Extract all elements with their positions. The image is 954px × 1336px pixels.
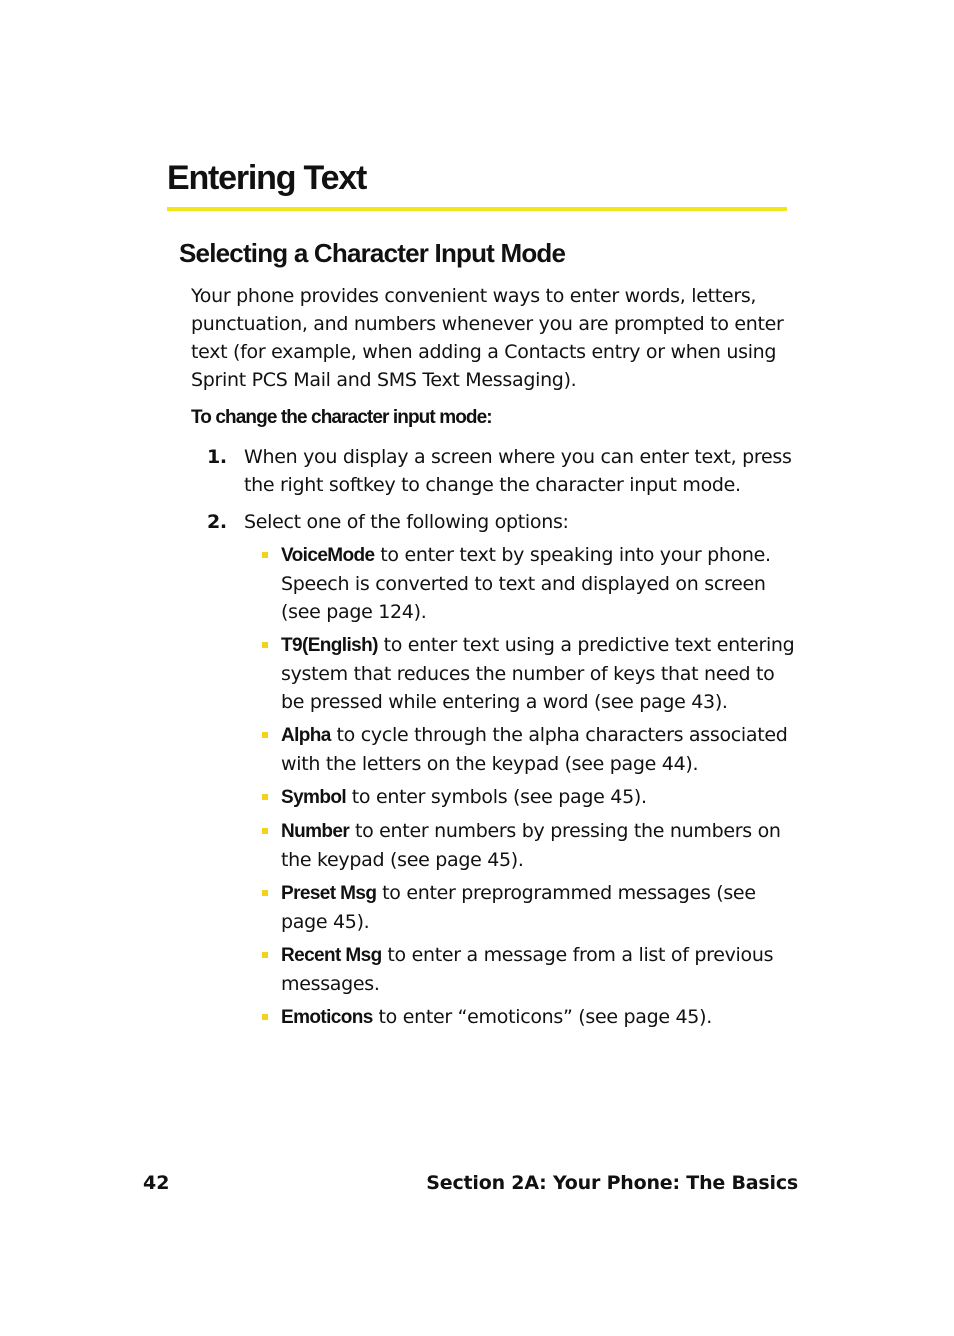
option-recent-msg: [244, 941, 797, 998]
square-bullet-icon: [262, 552, 268, 558]
option-description: to enter preprogrammed messages (see page 45).: [281, 882, 756, 933]
option-symbol: [244, 783, 797, 812]
section-heading: Selecting a Character Input Mode: [179, 238, 566, 268]
option-term: Recent Msg: [281, 945, 382, 966]
option-description: to enter “emoticons” (see page 45).: [372, 1006, 712, 1028]
step-text: Select one of the following options:: [244, 511, 569, 533]
option-alpha: [244, 721, 797, 778]
step-2: [207, 508, 797, 1032]
option-description: to enter a message from a list of previous messages.: [281, 944, 774, 995]
option-term: Alpha: [281, 725, 331, 746]
option-description: to enter text using a predictive text entering system that reduces the number of keys that need to be pressed while entering a word (see page 43).: [281, 634, 795, 713]
option-description: to enter numbers by pressing the numbers on the keypad (see page 45).: [281, 820, 781, 871]
option-description: to cycle through the alpha characters associated with the letters on the keypad (see page 44).: [281, 724, 788, 775]
option-term: Emoticons: [281, 1007, 373, 1028]
option-description: to enter symbols (see page 45).: [346, 786, 647, 808]
square-bullet-icon: [262, 642, 268, 648]
option-preset-msg: [244, 879, 797, 936]
page-title: Entering Text: [167, 159, 367, 197]
option-voicemode: [244, 541, 797, 626]
square-bullet-icon: [262, 890, 268, 896]
step-text: When you display a screen where you can enter text, press the right softkey to change the character input mode.: [244, 446, 792, 496]
options-list: [244, 541, 797, 1032]
option-term: T9(English): [281, 635, 378, 656]
square-bullet-icon: [262, 732, 268, 738]
square-bullet-icon: [262, 794, 268, 800]
page-number: 42: [143, 1172, 170, 1194]
option-term: Preset Msg: [281, 883, 377, 904]
step-1: [207, 443, 797, 499]
square-bullet-icon: [262, 1014, 268, 1020]
step-number: 2.: [207, 511, 227, 533]
option-term: Symbol: [281, 787, 347, 808]
option-term: Number: [281, 821, 350, 842]
title-rule: [167, 207, 787, 211]
option-number: [244, 817, 797, 874]
square-bullet-icon: [262, 828, 268, 834]
square-bullet-icon: [262, 952, 268, 958]
section-footer-label: Section 2A: Your Phone: The Basics: [426, 1172, 798, 1194]
step-number: 1.: [207, 446, 227, 468]
procedure-heading: To change the character input mode:: [191, 407, 492, 428]
option-emoticons: [244, 1003, 797, 1032]
option-term: VoiceMode: [281, 545, 375, 566]
option-t9-english: [244, 631, 797, 716]
steps-list: [207, 443, 797, 1032]
option-description: to enter text by speaking into your phone. Speech is converted to text and displayed on screen (see page 124).: [281, 544, 771, 623]
intro-paragraph: Your phone provides convenient ways to enter words, letters, punctuation, and numbers whenever you are prompted to enter text (for example, when adding a Contacts entry or when using Sprint PCS Mail and SMS Text Messaging).: [191, 285, 784, 391]
